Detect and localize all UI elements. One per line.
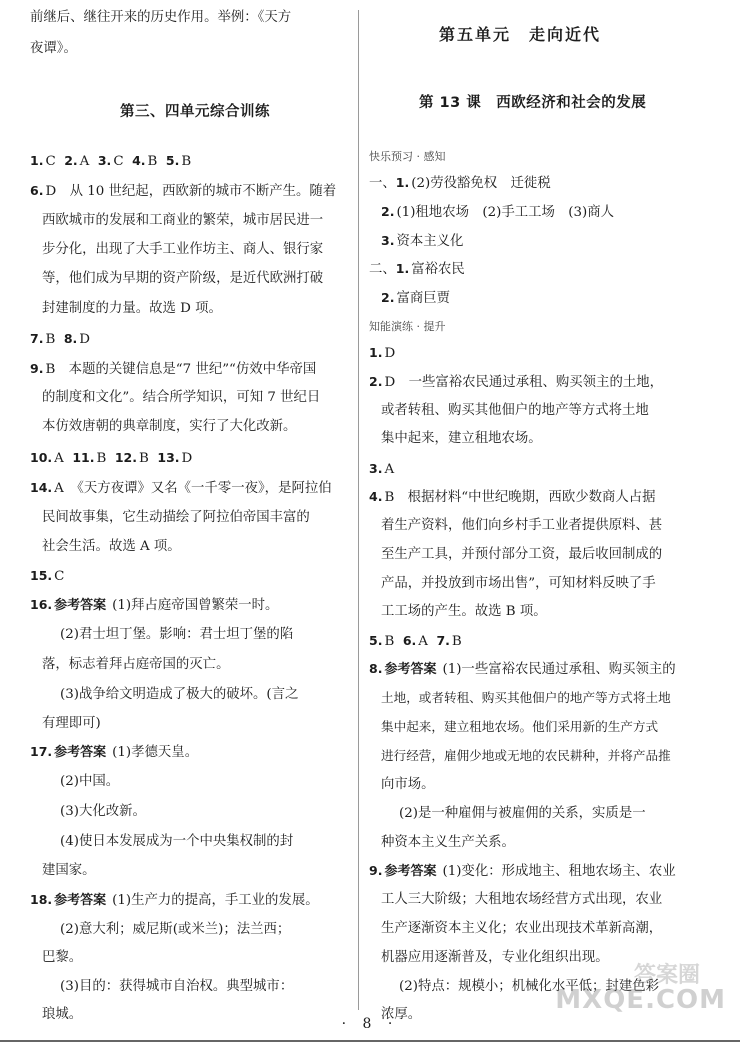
r9-line: 机器应用逐渐普及，专业化组织出现。 (381, 950, 609, 965)
q6-line: 步分化，出现了大手工业作坊主、商人、银行家 (42, 242, 324, 257)
q14-line: 民间故事集，它生动描绘了阿拉伯帝国丰富的 (42, 510, 310, 525)
q6-line: 封建制度的力量。故选 D 项。 (42, 301, 222, 316)
answer-line-r3: 3. A (369, 461, 395, 477)
r4-line: 至生产工具，并预付部分工资，最后收回制成的 (381, 547, 663, 562)
r8-line: 向市场。 (381, 777, 435, 792)
r4-line: 产品，并投放到市场出售”，可知材料反映了手 (381, 576, 656, 591)
answer-line-15: 15. C (30, 568, 65, 584)
section-label-preview: 快乐预习 · 感知 (369, 150, 446, 163)
q16-line: 有理即可) (42, 716, 101, 731)
preview-line: 二、1. 富裕农民 (369, 261, 465, 277)
q9-line: 的制度和文化”。结合所学知识，可知 7 世纪日 (42, 390, 321, 405)
preview-line: 2. 富商巨贾 (381, 290, 451, 306)
q18-line: 巴黎。 (42, 950, 83, 965)
section-label-practice: 知能演练 · 提升 (369, 320, 446, 333)
answer-line-10-13: 10. A 11. B 12. B 13. D (30, 450, 193, 466)
q17-line: (4)使日本发展成为一个中央集权制的封 (60, 834, 294, 849)
r8-line: 集中起来，建立租地农场。他们采用新的生产方式 (381, 719, 659, 734)
q16-line: (2)君士坦丁堡。影响：君士坦丁堡的陷 (60, 627, 294, 642)
q17-line: 建国家。 (42, 863, 96, 878)
text-line: 前继后、继往开来的历史作用。举例：《天方 (30, 10, 292, 25)
r8-line: 种资本主义生产关系。 (381, 835, 515, 850)
r2-line: 集中起来，建立租地农场。 (381, 431, 542, 446)
q17-line: (2)中国。 (60, 774, 120, 789)
q14-line: 社会生活。故选 A 项。 (42, 539, 181, 554)
r4-line: 着生产资料，他们向乡村手工业者提供原料、甚 (381, 518, 663, 533)
q17-line: 17. 参考答案 (1)孝德天皇。 (30, 744, 199, 760)
text-line: 夜谭》。 (30, 41, 77, 56)
r9-line: 浓厚。 (381, 1007, 422, 1022)
r9-line: 工人三大阶级；大租地农场经营方式出现，农业 (381, 892, 663, 907)
r9-line: (2)特点：规模小；机械化水平低；封建色彩 (399, 979, 659, 994)
r8-line: 8. 参考答案 (1)一些富裕农民通过承租、购买领主的 (369, 661, 676, 677)
q6-line: 6. D 从 10 世纪起，西欧新的城市不断产生。随着 (30, 183, 337, 199)
r2-line: 或者转租、购买其他佃户的地产等方式将土地 (381, 403, 649, 418)
column-divider (358, 10, 359, 1010)
q16-line: 落，标志着拜占庭帝国的灭亡。 (42, 657, 230, 672)
answer-line-7-8: 7. B 8. D (30, 331, 91, 347)
r9-line: 生产逐渐资本主义化；农业出现技术革新高潮， (381, 921, 663, 936)
q16-line: (3)战争给文明造成了极大的破坏。(言之 (60, 687, 299, 702)
q18-line: 琅城。 (42, 1007, 83, 1022)
bottom-rule (0, 1040, 740, 1042)
q18-line: (2)意大利；威尼斯(或米兰)；法兰西； (60, 922, 291, 937)
r4-line: 工工场的产生。故选 B 项。 (381, 604, 547, 619)
answer-line-1-5: 1. C 2. A 3. C 4. B 5. B (30, 153, 192, 169)
preview-line: 一、1. (2)劳役豁免权 迁徙税 (369, 175, 551, 191)
preview-line: 2. (1)租地农场 (2)手工工场 (3)商人 (381, 204, 615, 220)
q18-line: (3)目的：获得城市自治权。典型城市： (60, 979, 294, 994)
section-title: 第三、四单元综合训练 (120, 104, 270, 120)
r4-line: 4. B 根据材料“中世纪晚期，西欧少数商人占据 (369, 489, 656, 505)
q9-line: 9. B 本题的关键信息是“7 世纪”“仿效中华帝国 (30, 361, 317, 377)
answer-line-r5-7: 5. B 6. A 7. B (369, 633, 462, 649)
page-number: · 8 · (341, 1016, 399, 1032)
preview-line: 3. 资本主义化 (381, 233, 464, 249)
q18-line: 18. 参考答案 (1)生产力的提高，手工业的发展。 (30, 892, 319, 908)
q14-line: 14. A 《天方夜谭》又名《一千零一夜》，是阿拉伯 (30, 480, 332, 496)
q6-line: 等，他们成为早期的资产阶级，是近代欧洲打破 (42, 271, 324, 286)
unit-title: 第五单元 走向近代 (439, 25, 602, 44)
r8-line: 进行经营，雇佣少地或无地的农民耕种，并将产品推 (381, 748, 671, 763)
q16-line: 16. 参考答案 (1)拜占庭帝国曾繁荣一时。 (30, 597, 279, 613)
q6-line: 西欧城市的发展和工商业的繁荣，城市居民进一 (42, 213, 324, 228)
q17-line: (3)大化改新。 (60, 804, 146, 819)
r2-line: 2. D 一些富裕农民通过承租、购买领主的土地， (369, 374, 664, 390)
r9-line: 9. 参考答案 (1)变化：形成地主、租地农场主、农业 (369, 863, 676, 879)
watermark: MXQE.COM (555, 985, 726, 1015)
watermark-cn: 答案圈 (633, 963, 700, 988)
r8-line: (2)是一种雇佣与被雇佣的关系，实质是一 (399, 806, 646, 821)
q9-line: 本仿效唐朝的典章制度，实行了大化改新。 (42, 419, 297, 434)
answer-line-r1: 1. D (369, 345, 396, 361)
r8-line: 土地，或者转租、购买其他佃户的地产等方式将土地 (381, 690, 671, 705)
lesson-title: 第 13 课 西欧经济和社会的发展 (419, 95, 647, 111)
